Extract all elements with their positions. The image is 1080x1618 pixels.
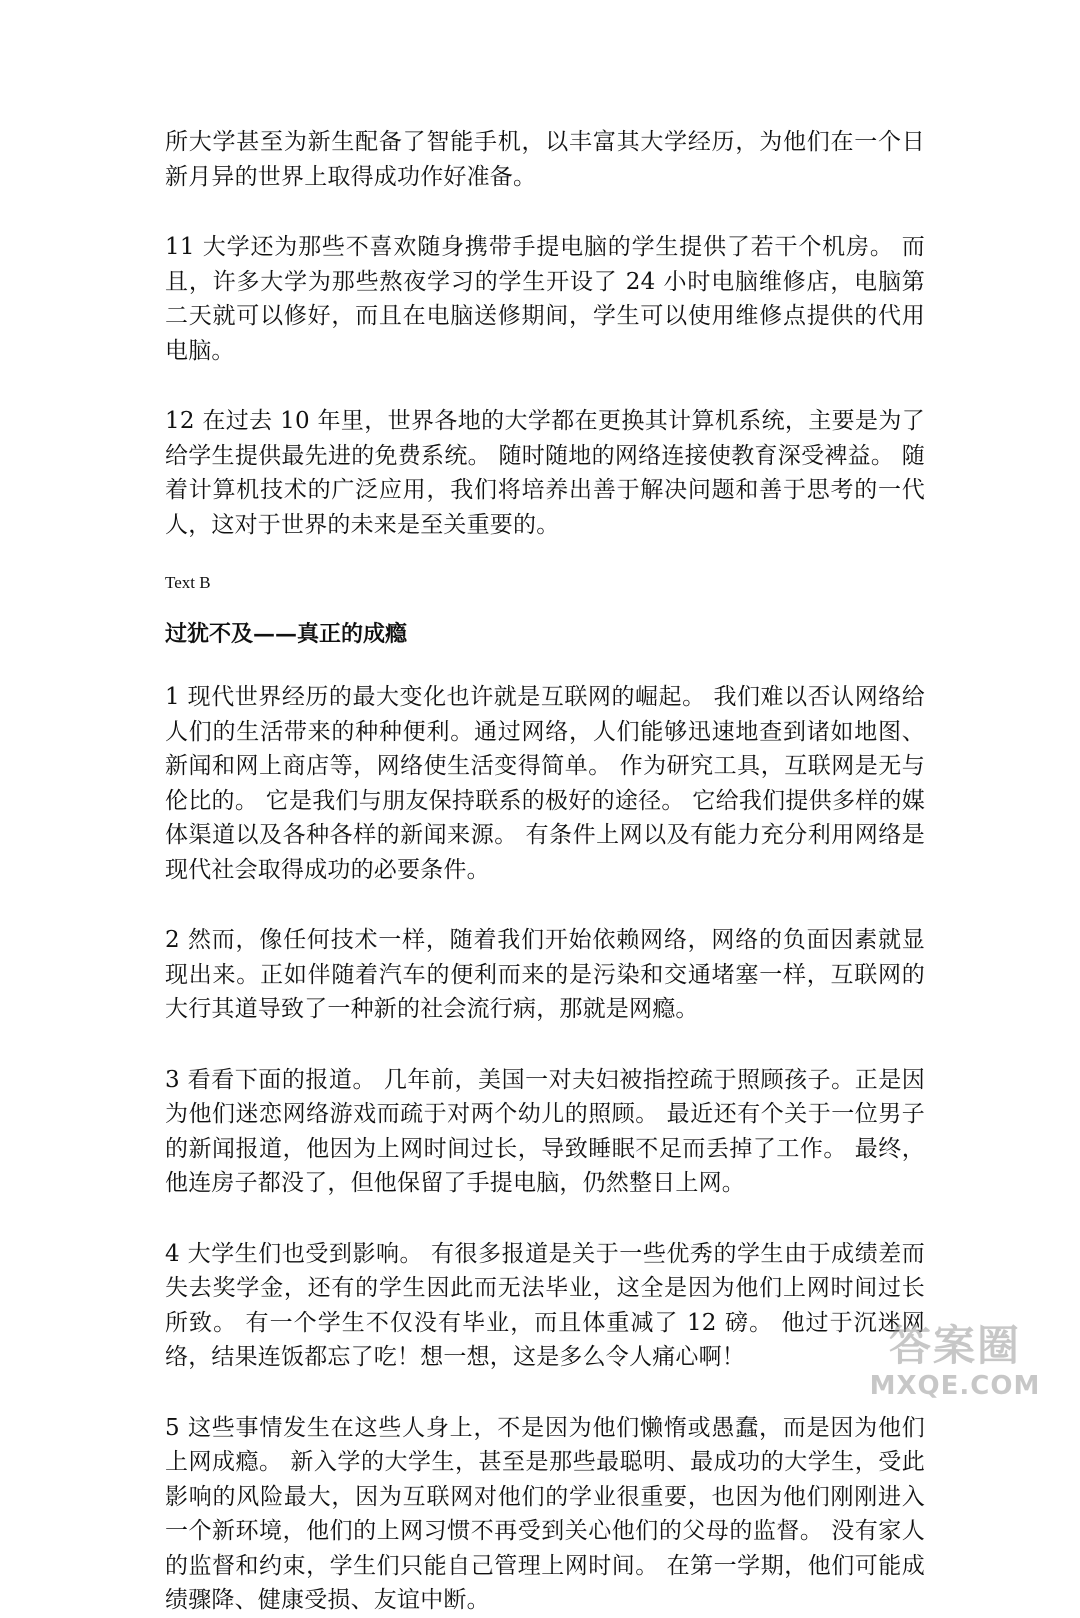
watermark-logo	[860, 1321, 1050, 1411]
paragraph-12: 12 在过去 10 年里，世界各地的大学都在更换其计算机系统，主要是为了给学生提供最先进的免费系统。 随时随地的网络连接使教育深受裨益。 随着计算机技术的广泛应用，我们将培养出善于解决问题和善于思考的一代人，这对于世界的未来是至关重要的。	[165, 408, 925, 538]
section-label: Text B	[165, 573, 211, 592]
paragraph-intro-end: 所大学甚至为新生配备了智能手机，以丰富其大学经历，为他们在一个日新月异的世界上取得成功作好准备。	[165, 129, 925, 190]
paragraph-b-1: 1 现代世界经历的最大变化也许就是互联网的崛起。 我们难以否认网络给人们的生活带来的种种便利。通过网络，人们能够迅速地查到诸如地图、新闻和网上商店等，网络使生活变得简单。 作为研究工具，互联网是无与伦比的。 它是我们与朋友保持联系的极好的途径。 它给我们提供多样的媒体渠道以及各种各样的新闻来源。 有条件上网以及有能力充分利用网络是现代社会取得成功的必要条件。	[165, 684, 925, 883]
watermark-brand: 答案圈	[888, 1321, 1021, 1370]
watermark-domain: MXQE.COM	[869, 1371, 1041, 1401]
paragraph-b-5: 5 这些事情发生在这些人身上，不是因为他们懒惰或愚蠢，而是因为他们上网成瘾。 新入学的大学生，甚至是那些最聪明、最成功的大学生，受此影响的风险最大，因为互联网对他们的学业很重要，也因为他们刚刚进入一个新环境，他们的上网习惯不再受到关心他们的父母的监督。 没有家人的监督和约束，学生们只能自己管理上网时间。 在第一学期，他们可能成绩骤降、健康受损、友谊中断。	[165, 1414, 925, 1613]
paragraph-b-3: 3 看看下面的报道。 几年前，美国一对夫妇被指控疏于照顾孩子。正是因为他们迷恋网络游戏而疏于对两个幼儿的照顾。 最近还有个关于一位男子的新闻报道，他因为上网时间过长，导致睡眠不足而丢掉了工作。 最终，他连房子都没了，但他保留了手提电脑，仍然整日上网。	[165, 1066, 925, 1196]
paragraph-b-2: 2 然而，像任何技术一样，随着我们开始依赖网络，网络的负面因素就显现出来。正如伴随着汽车的便利而来的是污染和交通堵塞一样，互联网的大行其道导致了一种新的社会流行病，那就是网瘾。	[165, 927, 925, 1022]
document-page	[165, 125, 925, 1618]
paragraph-b-4: 4 大学生们也受到影响。 有很多报道是关于一些优秀的学生由于成绩差而失去奖学金，还有的学生因此而无法毕业，这全是因为他们上网时间过长所致。 有一个学生不仅没有毕业，而且体重减了 12 磅。 他过于沉迷网络，结果连饭都忘了吃！想一想，这是多么令人痛心啊！	[165, 1240, 925, 1370]
section-title: 过犹不及——真正的成瘾	[165, 621, 408, 647]
paragraph-11: 11 大学还为那些不喜欢随身携带手提电脑的学生提供了若干个机房。 而且，许多大学为那些熬夜学习的学生开设了 24 小时电脑维修店，电脑第二天就可以修好，而且在电脑送修期间，学生可以使用维修点提供的代用电脑。	[165, 234, 925, 364]
